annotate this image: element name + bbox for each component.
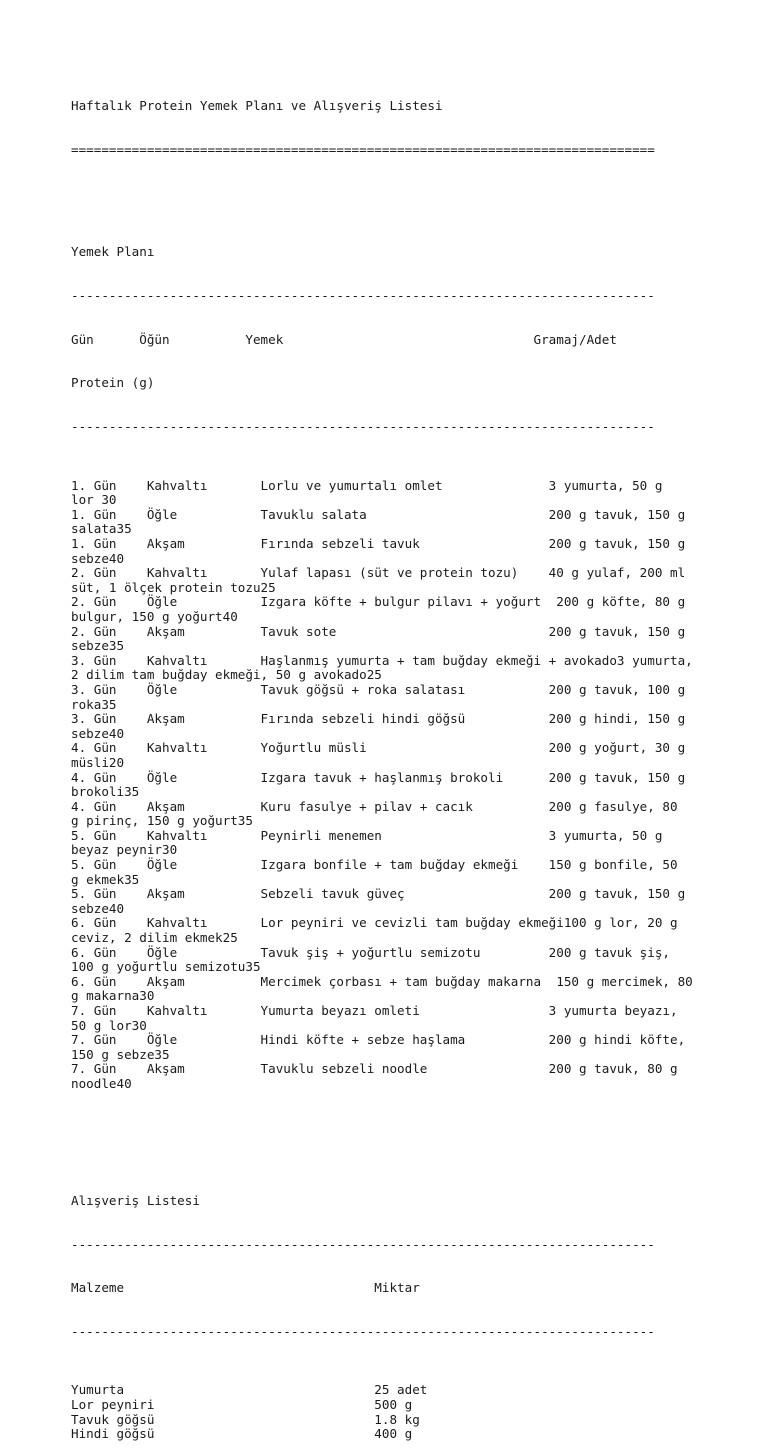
meal-row-line: 2. Gün Akşam Tavuk sote 200 g tavuk, 150 g <box>71 623 686 639</box>
table-row <box>71 946 761 975</box>
spacer <box>71 1135 761 1150</box>
table-row <box>71 771 761 800</box>
meal-row-continuation: 2 dilim tam buğday ekmeği, 50 g avokado25 <box>71 667 382 683</box>
table-row <box>71 741 761 770</box>
table-row <box>71 537 761 566</box>
table-row <box>71 625 761 654</box>
meal-row-continuation: sebze40 <box>71 725 125 741</box>
table-row <box>71 566 761 595</box>
shopping-list-rule-top: ----------------------------------------------------------------------------- <box>71 1236 655 1252</box>
meal-plan-header: Gün Öğün Yemek Gramaj/Adet <box>71 331 617 347</box>
shopping-list-table <box>71 1383 761 1441</box>
table-row <box>71 800 761 829</box>
meal-row-line: 1. Gün Öğle Tavuklu salata 200 g tavuk, 150 g <box>71 506 686 522</box>
meal-row-continuation: 150 g sebze35 <box>71 1046 170 1062</box>
meal-row-line: 7. Gün Kahvaltı Yumurta beyazı omleti 3 yumurta beyazı, <box>71 1003 678 1018</box>
meal-row-continuation: bulgur, 150 g yoğurt40 <box>71 608 238 624</box>
meal-row-line: 4. Gün Akşam Kuru fasulye + pilav + cacık 200 g fasulye, 80 <box>71 798 678 814</box>
meal-row-continuation: g ekmek35 <box>71 871 140 887</box>
meal-row-line: 6. Gün Öğle Tavuk şiş + yoğurtlu semizotu 200 g tavuk şiş, <box>71 944 670 960</box>
meal-row-continuation: g pirinç, 150 g yoğurt35 <box>71 813 253 829</box>
meal-row-line: 5. Gün Öğle Izgara bonfile + tam buğday ekmeği 150 g bonfile, 50 <box>71 857 678 873</box>
meal-row-line: 5. Gün Kahvaltı Peynirli menemen 3 yumurta, 50 g <box>71 827 663 843</box>
meal-row-continuation: beyaz peynir30 <box>71 842 178 858</box>
meal-row-line: 3. Gün Kahvaltı Haşlanmış yumurta + tam buğday ekmeği + avokado3 yumurta, <box>71 652 693 668</box>
meal-row-continuation: g makarna30 <box>71 988 155 1004</box>
meal-row-line: 5. Gün Akşam Sebzeli tavuk güveç 200 g tavuk, 150 g <box>71 886 686 902</box>
meal-row-continuation: 100 g yoğurtlu semizotu35 <box>71 959 261 975</box>
meal-plan-table <box>71 479 761 1092</box>
meal-plan-heading: Yemek Planı <box>71 244 155 260</box>
meal-row-continuation: brokoli35 <box>71 784 140 800</box>
shopping-list-header: Malzeme Miktar <box>71 1280 420 1296</box>
list-item: Tavuk göğsü 1.8 kg <box>71 1411 420 1427</box>
table-row <box>71 887 761 916</box>
shopping-list-rule-header: ----------------------------------------------------------------------------- <box>71 1324 655 1340</box>
meal-row-line: 1. Gün Akşam Fırında sebzeli tavuk 200 g tavuk, 150 g <box>71 536 686 551</box>
meal-row-line: 4. Gün Öğle Izgara tavuk + haşlanmış brokoli 200 g tavuk, 150 g <box>71 769 686 785</box>
table-row <box>71 858 761 887</box>
meal-row-line: 6. Gün Kahvaltı Lor peyniri ve cevizli tam buğday ekmeği100 g lor, 20 g <box>71 915 678 931</box>
meal-row-continuation: roka35 <box>71 696 117 712</box>
table-row <box>71 916 761 945</box>
meal-row-line: 4. Gün Kahvaltı Yoğurtlu müsli 200 g yoğurt, 30 g <box>71 740 686 756</box>
table-row <box>71 975 761 1004</box>
table-row <box>71 712 761 741</box>
meal-row-continuation: süt, 1 ölçek protein tozu25 <box>71 579 276 595</box>
document <box>71 70 761 1456</box>
document-title: Haftalık Protein Yemek Planı ve Alışveriş Listesi <box>71 98 443 114</box>
meal-row-line: 2. Gün Öğle Izgara köfte + bulgur pilavı + yoğurt 200 g köfte, 80 g <box>71 594 686 610</box>
meal-row-continuation: ceviz, 2 dilim ekmek25 <box>71 930 238 946</box>
list-item: Lor peyniri 500 g <box>71 1397 413 1413</box>
meal-row-continuation: noodle40 <box>71 1075 132 1091</box>
table-row <box>71 1062 761 1091</box>
meal-row-line: 1. Gün Kahvaltı Lorlu ve yumurtalı omlet 3 yumurta, 50 g <box>71 477 663 493</box>
meal-row-line: 7. Gün Öğle Hindi köfte + sebze haşlama 200 g hindi köfte, <box>71 1032 686 1048</box>
shopping-list-heading: Alışveriş Listesi <box>71 1192 200 1208</box>
meal-row-continuation: müsli20 <box>71 754 125 770</box>
meal-plan-header-cont: Protein (g) <box>71 375 155 391</box>
meal-row-line: 7. Gün Akşam Tavuklu sebzeli noodle 200 g tavuk, 80 g <box>71 1061 678 1077</box>
meal-row-continuation: sebze35 <box>71 638 125 654</box>
table-row <box>71 595 761 624</box>
list-item: Yumurta 25 adet <box>71 1382 428 1398</box>
meal-row-line: 3. Gün Öğle Tavuk göğsü + roka salatası 200 g tavuk, 100 g <box>71 681 686 697</box>
table-row <box>71 1004 761 1033</box>
table-row <box>71 479 761 508</box>
table-row <box>71 654 761 683</box>
table-row <box>71 683 761 712</box>
list-item: Hindi göğsü 400 g <box>71 1426 413 1442</box>
title-underline: ============================================================================= <box>71 141 655 157</box>
meal-plan-rule-header: ----------------------------------------------------------------------------- <box>71 419 655 435</box>
table-row <box>71 1033 761 1062</box>
meal-plan-rule-top: ----------------------------------------------------------------------------- <box>71 287 655 303</box>
meal-row-continuation: sebze40 <box>71 900 125 916</box>
meal-row-line: 3. Gün Akşam Fırında sebzeli hindi göğsü 200 g hindi, 150 g <box>71 711 686 727</box>
table-row <box>71 829 761 858</box>
meal-row-continuation: 50 g lor30 <box>71 1017 147 1033</box>
meal-row-continuation: salata35 <box>71 521 132 537</box>
meal-row-line: 2. Gün Kahvaltı Yulaf lapası (süt ve protein tozu) 40 g yulaf, 200 ml <box>71 565 686 581</box>
spacer <box>71 187 761 202</box>
meal-row-line: 6. Gün Akşam Mercimek çorbası + tam buğday makarna 150 g mercimek, 80 <box>71 973 693 989</box>
table-row <box>71 508 761 537</box>
meal-row-continuation: sebze40 <box>71 550 125 566</box>
meal-row-continuation: lor 30 <box>71 492 117 508</box>
